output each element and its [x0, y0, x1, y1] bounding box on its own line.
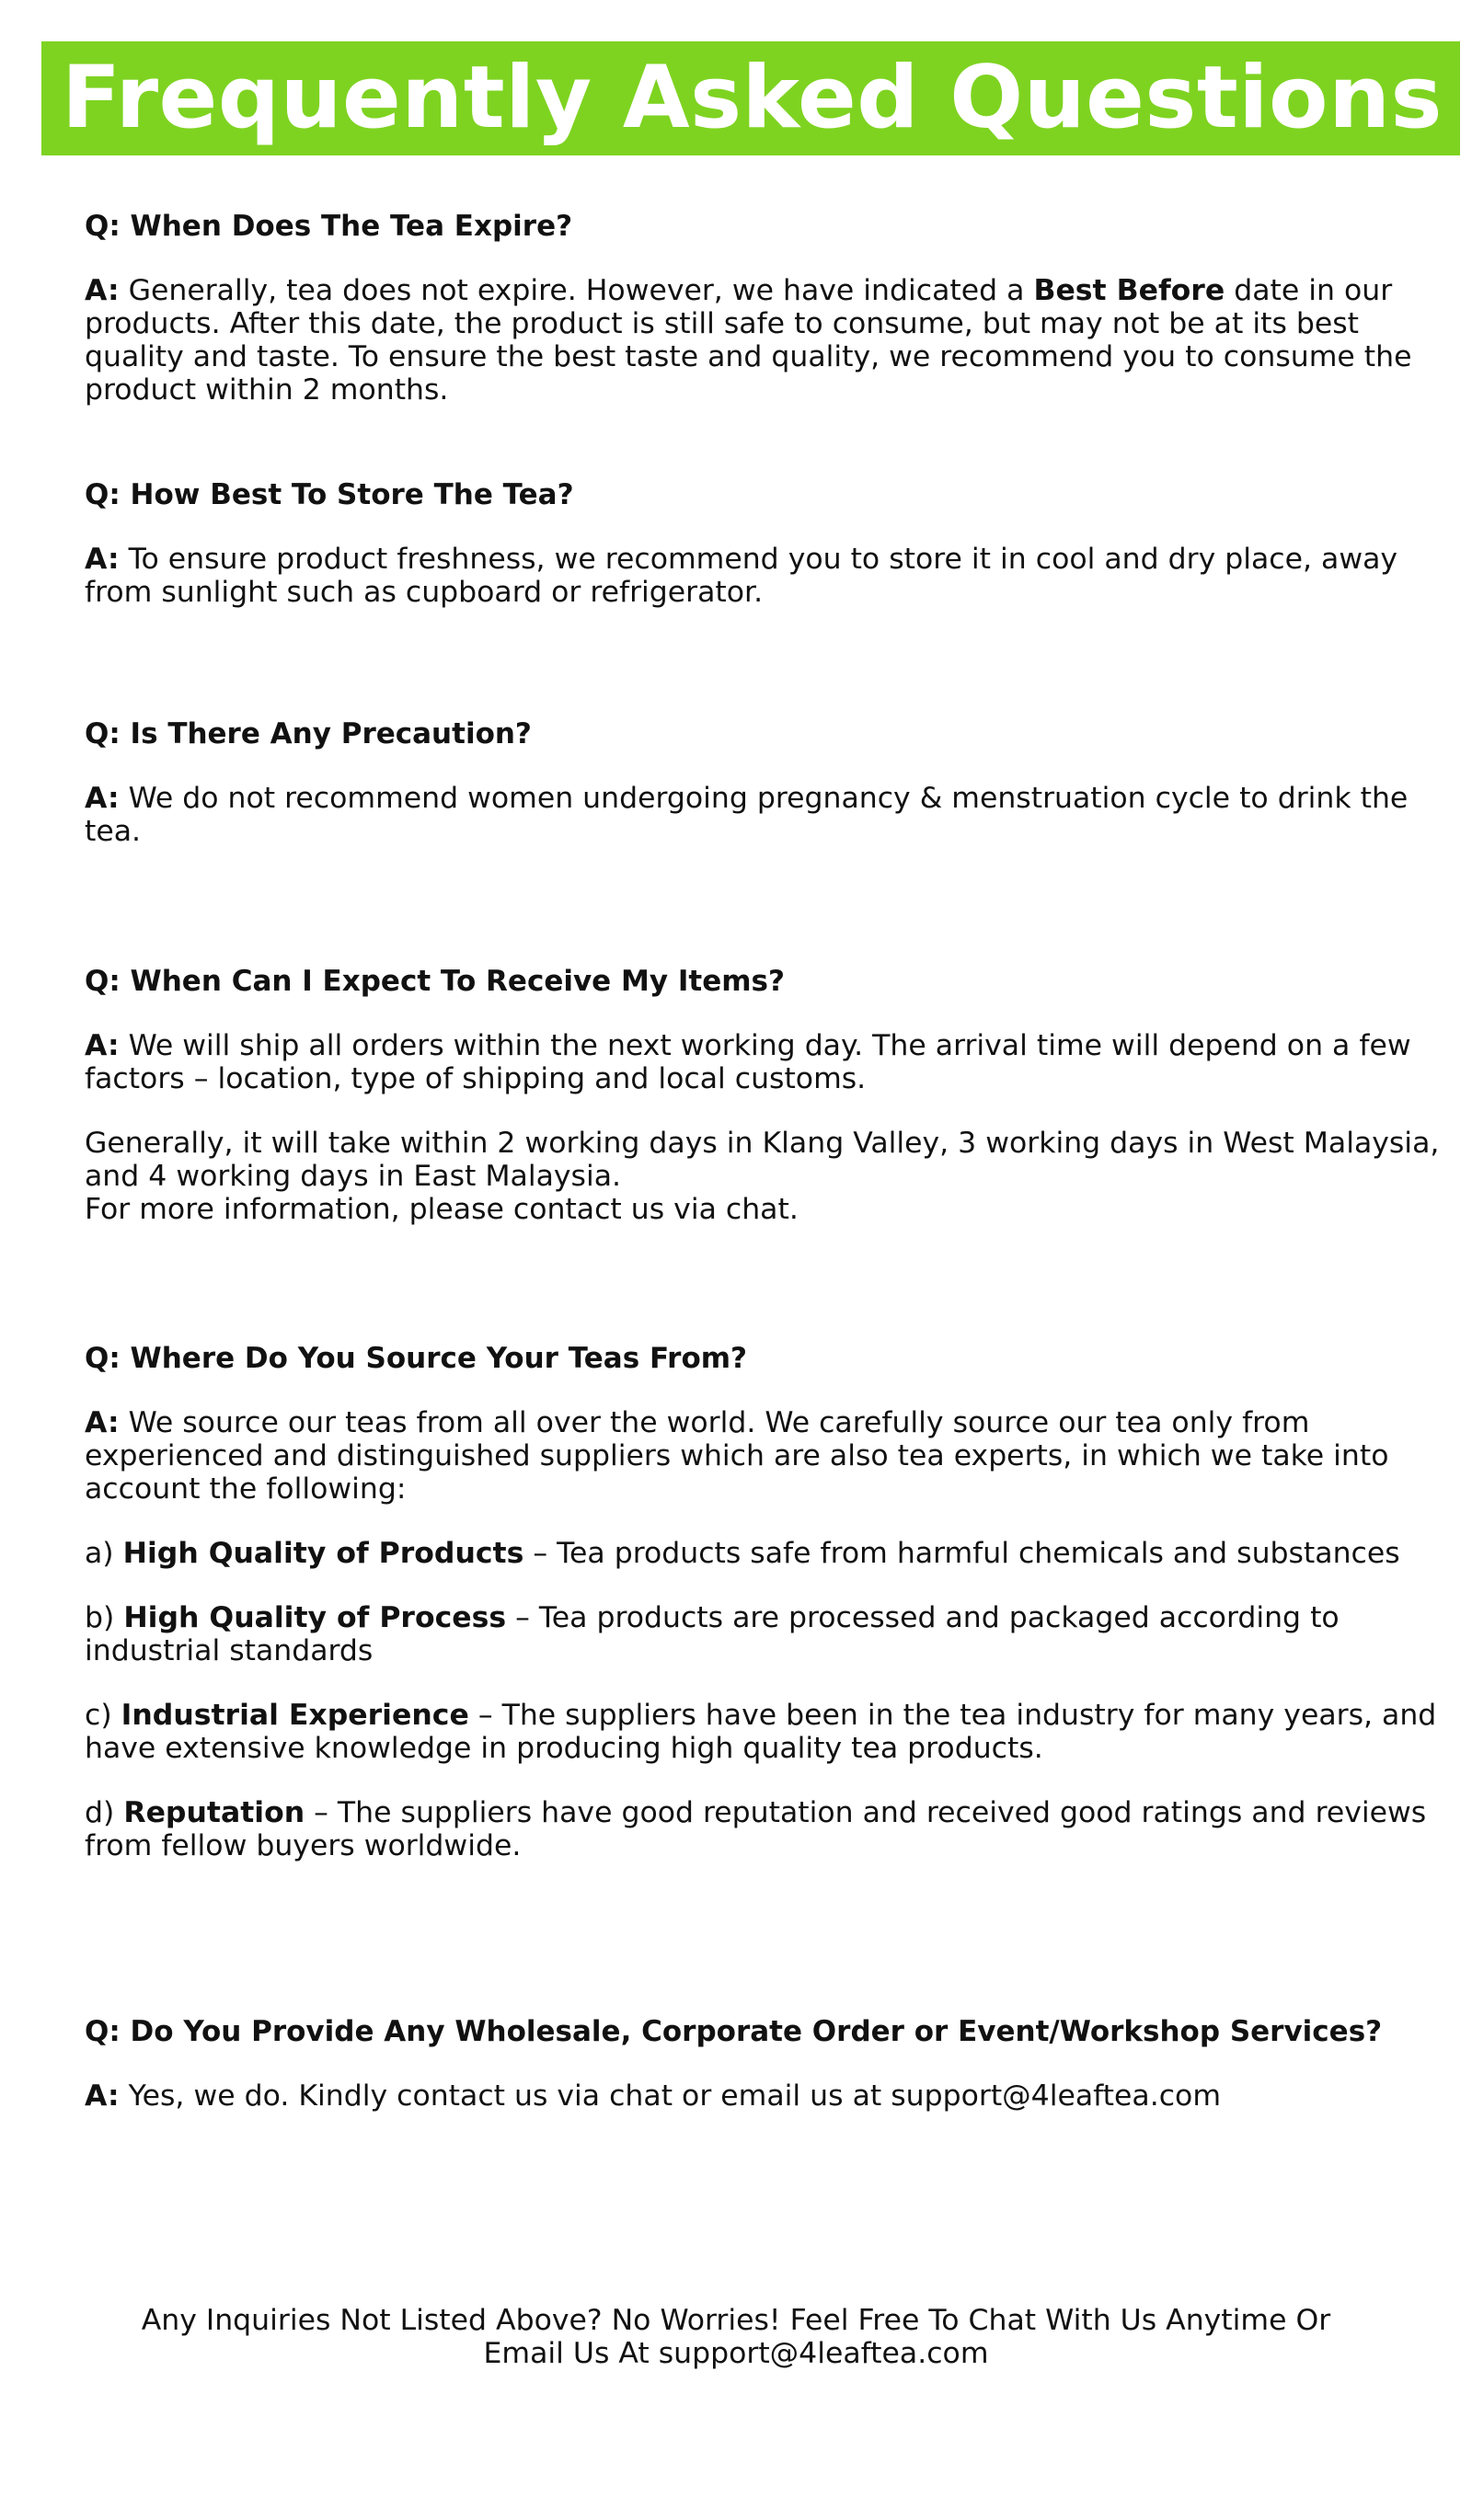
answer-text: Yes, we do. Kindly contact us via chat or email us at support@4leaftea.com — [119, 2079, 1222, 2113]
faq-expire — [85, 210, 1446, 438]
answer-prefix: A: — [85, 1029, 120, 1062]
page-title: Frequently Asked Questions — [62, 48, 1443, 148]
list-marker: a) — [85, 1537, 123, 1570]
list-marker: b) — [85, 1601, 124, 1634]
list-item — [85, 1699, 1446, 1765]
answer-text: Generally, tea does not expire. However, we have indicated a — [119, 274, 1034, 307]
answer-text: To ensure product freshness, we recommend you to store it in cool and dry place, away from sunlight such as cupboard or refrigerator. — [85, 543, 1398, 609]
faq-store — [85, 478, 1446, 640]
faq-question: Q: Do You Provide Any Wholesale, Corporate Order or Event/Workshop Services? — [85, 2015, 1383, 2048]
faq-answer — [85, 543, 1446, 609]
answer-prefix: A: — [85, 2079, 120, 2113]
faq-precaution — [85, 717, 1446, 879]
answer-text: date in our products. After this date, the product is still safe to consume, but may not be at its best quality and taste. To ensure the best taste and quality, we recommend you to consume the product within 2 months. — [85, 274, 1412, 407]
faq-answer-detail — [85, 1127, 1446, 1226]
list-marker: d) — [85, 1796, 124, 1829]
list-item — [85, 1537, 1446, 1570]
list-item-text: – The suppliers have been in the tea industry for many years, and have extensive knowledge in producing high quality tea products. — [85, 1699, 1437, 1765]
footer-line: Email Us At support@4leaftea.com — [483, 2337, 989, 2370]
answer-detail-line: For more information, please contact us via chat. — [85, 1193, 799, 1226]
list-item-title: Reputation — [123, 1796, 305, 1829]
answer-text: We do not recommend women undergoing pregnancy & menstruation cycle to drink the tea. — [85, 782, 1409, 848]
faq-question: Q: How Best To Store The Tea? — [85, 478, 574, 511]
title-banner — [41, 41, 1460, 155]
best-before-label: Best Before — [1033, 274, 1225, 307]
list-item-text: – Tea products safe from harmful chemicals and substances — [523, 1537, 1400, 1570]
faq-answer — [85, 1029, 1446, 1095]
answer-detail-line: Generally, it will take within 2 working days in Klang Valley, 3 working days in West Malaysia, and 4 working days in East Malaysia. — [85, 1127, 1440, 1193]
faq-question: Q: When Does The Tea Expire? — [85, 210, 573, 243]
faq-question: Q: Where Do You Source Your Teas From? — [85, 1342, 748, 1375]
list-item-title: Industrial Experience — [121, 1699, 469, 1732]
footer-line: Any Inquiries Not Listed Above? No Worries! Feel Free To Chat With Us Anytime Or — [141, 2304, 1331, 2337]
faq-answer — [85, 2079, 1446, 2113]
answer-prefix: A: — [85, 782, 120, 815]
faq-question: Q: Is There Any Precaution? — [85, 717, 532, 750]
answer-text: We will ship all orders within the next working day. The arrival time will depend on a few factors – location, type of shipping and local customs. — [85, 1029, 1411, 1095]
faq-question: Q: When Can I Expect To Receive My Items? — [85, 965, 785, 998]
list-item — [85, 1601, 1446, 1667]
faq-delivery — [85, 965, 1446, 1257]
faq-answer — [85, 274, 1446, 407]
faq-answer — [85, 1406, 1446, 1506]
faq-answer — [85, 782, 1446, 848]
list-marker: c) — [85, 1699, 121, 1732]
list-item-title: High Quality of Process — [123, 1601, 507, 1634]
faq-wholesale — [85, 2015, 1446, 2144]
answer-prefix: A: — [85, 543, 120, 576]
answer-prefix: A: — [85, 1406, 120, 1439]
footer-note — [55, 2304, 1417, 2370]
answer-text: We source our teas from all over the world. We carefully source our tea only from experienced and distinguished suppliers which are also tea experts, in which we take into account the following: — [85, 1406, 1389, 1506]
list-item-text: – Tea products are processed and packaged according to industrial standards — [85, 1601, 1340, 1667]
faq-source — [85, 1342, 1446, 1894]
list-item — [85, 1796, 1446, 1862]
answer-prefix: A: — [85, 274, 120, 307]
list-item-title: High Quality of Products — [122, 1537, 524, 1570]
list-item-text: – The suppliers have good reputation and received good ratings and reviews from fellow buyers worldwide. — [85, 1796, 1427, 1862]
